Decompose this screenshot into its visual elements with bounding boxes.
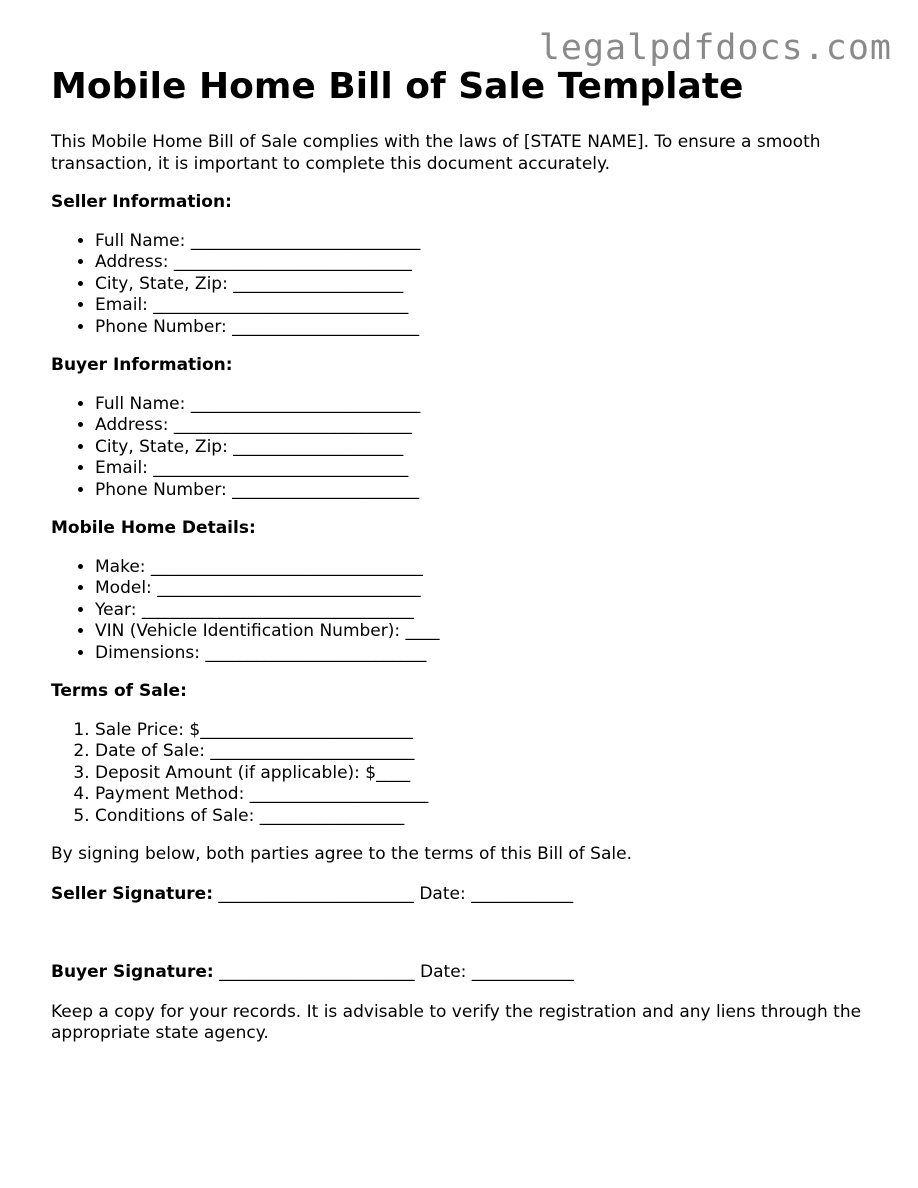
seller-section-heading: Seller Information:	[51, 192, 232, 212]
document-title: Mobile Home Bill of Sale Template	[51, 66, 744, 107]
buyer-email-field[interactable]: • Email: ______________________________	[95, 458, 881, 480]
terms-list	[51, 720, 881, 828]
buyer-signature-label: Buyer Signature:	[51, 962, 214, 982]
deposit-amount-field[interactable]: 3. Deposit Amount (if applicable): $____	[95, 763, 881, 785]
home-vin-field[interactable]: • VIN (Vehicle Identification Number): ____	[95, 621, 881, 643]
seller-fields-list	[51, 231, 881, 339]
payment-method-field[interactable]: 4. Payment Method: _____________________	[95, 784, 881, 806]
document-page	[51, 64, 881, 1045]
closing-note: Keep a copy for your records. It is advisable to verify the registration and any liens through the appropriate state agency.	[51, 1001, 862, 1043]
buyer-section-heading: Buyer Information:	[51, 355, 233, 375]
buyer-signature-blanks[interactable]: _______________________ Date: ____________	[213, 962, 574, 982]
buyer-address-field[interactable]: • Address: ____________________________	[95, 415, 881, 437]
agreement-statement: By signing below, both parties agree to the terms of this Bill of Sale.	[51, 844, 632, 864]
sale-date-field[interactable]: 2. Date of Sale: ________________________	[95, 741, 881, 763]
buyer-full-name-field[interactable]: • Full Name: ___________________________	[95, 394, 881, 416]
seller-email-field[interactable]: • Email: ______________________________	[95, 295, 881, 317]
buyer-phone-field[interactable]: • Phone Number: ______________________	[95, 480, 881, 502]
seller-city-state-zip-field[interactable]: • City, State, Zip: ____________________	[95, 274, 881, 296]
home-details-heading: Mobile Home Details:	[51, 518, 256, 538]
conditions-of-sale-field[interactable]: 5. Conditions of Sale: _________________	[95, 806, 881, 828]
buyer-fields-list	[51, 394, 881, 502]
intro-paragraph: This Mobile Home Bill of Sale complies with the laws of [STATE NAME]. To ensure a smooth transaction, it is important to complete this document accurately.	[51, 132, 821, 174]
home-model-field[interactable]: • Model: _______________________________	[95, 578, 881, 600]
buyer-city-state-zip-field[interactable]: • City, State, Zip: ____________________	[95, 437, 881, 459]
seller-phone-field[interactable]: • Phone Number: ______________________	[95, 317, 881, 339]
sale-price-field[interactable]: 1. Sale Price: $_________________________	[95, 720, 881, 742]
home-details-list	[51, 557, 881, 665]
seller-signature-label: Seller Signature:	[51, 883, 214, 904]
watermark: legalpdfdocs.com	[538, 28, 892, 68]
seller-signature-blanks[interactable]: _______________________ Date: ____________	[213, 883, 574, 904]
terms-heading: Terms of Sale:	[51, 681, 187, 701]
buyer-signature-line[interactable]	[51, 962, 881, 984]
home-dimensions-field[interactable]: • Dimensions: __________________________	[95, 643, 881, 665]
seller-address-field[interactable]: • Address: ____________________________	[95, 252, 881, 274]
seller-full-name-field[interactable]: • Full Name: ___________________________	[95, 231, 881, 253]
home-year-field[interactable]: • Year: ________________________________	[95, 600, 881, 622]
home-make-field[interactable]: • Make: ________________________________	[95, 557, 881, 579]
seller-signature-line[interactable]	[51, 884, 881, 906]
